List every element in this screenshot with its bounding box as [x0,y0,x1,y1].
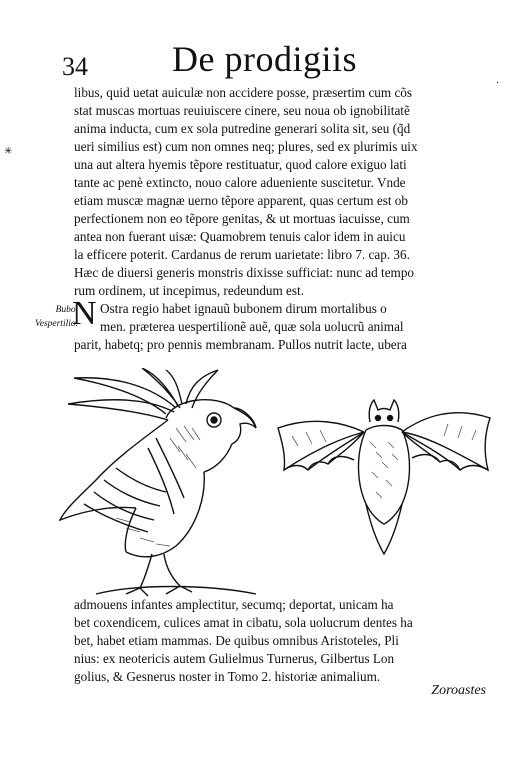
text-line: golius, & Gesnerus noster in Tomo 2. historiæ animalium. [74,669,381,684]
text-line: stat muscas mortuas reuiuiscere cinere, seu noua ob ignobilitatẽ [74,103,410,118]
margin-notes [18,303,78,331]
text-line: antea non fuerant uisæ: Quamobrem tenuis calor idem in auicu [74,229,406,244]
text-line: Hæc de diuersi generis monstris dixisse sufficiat: nunc ad tempo [74,265,415,280]
page-number: 34 [62,52,88,81]
text-line: anima inducta, cum ex sola putredine generari solita sit, seu (q̃d [74,121,411,136]
text-line: admouens infantes amplectitur, secumq; deportat, unicam ha [74,597,394,612]
text-line: nius: ex neotericis autem Gulielmus Turnerus, Gilbertus Lon [74,651,395,666]
margin-note-bubo: Bubo. [55,305,78,315]
page-header [62,38,482,86]
catchword: Zoroastes [431,683,486,698]
owl-woodcut-illustration [56,368,266,600]
paragraph-3 [74,596,494,686]
text-line: bet, habet etiam mammas. De quibus omnibus Aristoteles, Pli [74,633,399,648]
text-line: parit, habetq; pro pennis membranam. Pullos nutrit lacte, ubera [74,337,407,352]
text-line: perfectionem non eo tẽpore genitas, & ut mortuas iacuisse, cum [74,211,410,226]
bat-woodcut-illustration [272,392,494,560]
text-line: la efficere poterit. Cardanus de rerum uarietate: libro 7. cap. 36. [74,247,410,262]
text-line: ueri similius est) cum non omnes neq; plures, sed ex plurimis uix [74,139,418,154]
drop-cap-initial: N [72,295,97,332]
running-title: De prodigiis [172,39,357,79]
margin-dot: ✳ [4,146,13,157]
text-line: rum ordinem, ut incepimus, redeundum est. [74,283,305,298]
paragraph-1 [74,84,494,300]
paragraph-2 [72,295,494,354]
text-line: tante ac penè extincto, nouo calore adueniente suscitetur. Vnde [74,175,406,190]
text-line: men. præterea uespertilionẽ auẽ, quæ sola uolucrũ animal [100,319,404,334]
margin-note-vespertilio: Vespertilio. [34,319,78,329]
text-line: Ostra regio habet ignauũ bubonem dirum mortalibus o [100,301,387,316]
text-line: etiam muscæ magnæ uerno tẽpore apparent, quas certum est ob [74,193,408,208]
text-line: bet coxendicem, culices amat in cibatu, sola uolucrum dentes ha [74,615,413,630]
text-line: una aut altera hyemis tẽpore restituatur, quod calore exiguo lati [74,157,407,172]
margin-dot: · [496,78,500,89]
text-line: libus, quid uetat auiculæ non accidere posse, præsertim cum cõs [74,85,413,100]
